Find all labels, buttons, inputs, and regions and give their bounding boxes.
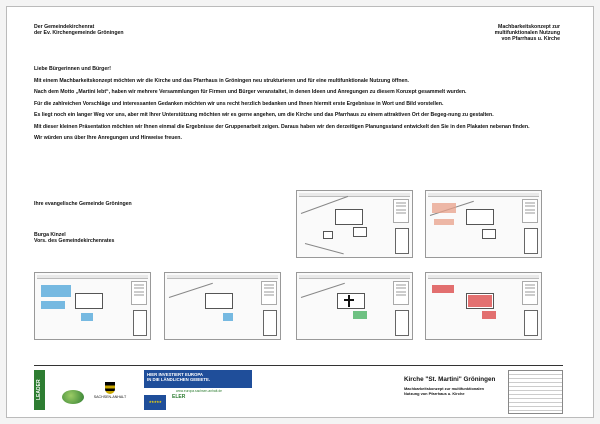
letter-paragraph: Mit einem Machbarkeitskonzept möchten wir die Kirche und das Pfarrhaus in Gröningen neu strukturieren und für eine multifunktionale Nutzung öffnen. — [34, 77, 409, 84]
region-logo — [62, 390, 84, 404]
signature-block — [34, 232, 114, 244]
letter-paragraph: Mit dieser kleinen Präsentation möchten wir Ihnen einmal die Ergebnisse der Gruppenarbeit zeigen. Daraus haben wir den derzeitigen Planungsstand entwickelt den Sie in den Plakaten nebenan finden. — [34, 123, 530, 130]
sender-address — [34, 24, 124, 36]
crest-icon — [105, 382, 115, 394]
sachsen-anhalt-logo — [90, 382, 130, 399]
project-title: Kirche "St. Martini" Gröningen — [404, 376, 496, 383]
letter-paragraph: Wir würden uns über Ihre Anregungen und Hinweise freuen. — [34, 135, 182, 141]
title-line-2: multifunktionalen Nutzung — [494, 30, 560, 37]
leader-logo — [34, 370, 45, 410]
eu-banner-line-2: IN DIE LÄNDLICHEN GEBIETE. — [147, 377, 211, 383]
document-title — [495, 24, 560, 43]
eu-banner — [144, 370, 252, 388]
leader-logo-text: LEADER — [36, 379, 42, 401]
letter-greeting: Liebe Bürgerinnen und Bürger! — [34, 66, 111, 72]
eu-banner-line-1: HIER INVESTIERT EUROPA — [147, 372, 204, 377]
project-subtitle-line-2: Nutzung von Pfarrhaus u. Kirche — [404, 391, 465, 396]
plan-panel — [296, 190, 413, 258]
signatory-role: Vors. des Gemeindekirchenrates — [34, 238, 115, 245]
plan-panel — [164, 272, 281, 340]
signatory-name: Burga Kinzel — [34, 232, 66, 238]
eu-flag-icon: ★★★★★ — [144, 395, 166, 410]
letter-paragraph: Nach dem Motto „Martini lebt“, haben wir mehrere Versammlungen für Firmen und Bürger veranstaltet, in denen Ideen und Anregungen zu diesem Konzept gesammelt wurden. — [34, 89, 467, 95]
letter-paragraph: Für die zahlreichen Vorschläge und interessanten Gedanken möchten wir uns recht herzlich bedanken und Ihnen hiermit erste Ergebnisse in Wort und Bild vorstellen. — [34, 100, 444, 107]
title-line-3: von Pfarrhaus u. Kirche — [501, 36, 560, 43]
state-name: SACHSEN-ANHALT — [93, 395, 127, 399]
project-subtitle-line-1: Machbarkeitskonzept zur multifunktionalen — [404, 386, 484, 391]
plan-panel — [425, 190, 542, 258]
signoff: Ihre evangelische Gemeinde Gröningen — [34, 201, 132, 207]
title-line-1: Machbarkeitskonzept zur — [498, 24, 560, 30]
footer-divider — [34, 365, 563, 366]
eler-logo — [172, 394, 232, 410]
sender-line-1: Der Gemeindekirchenrat — [34, 24, 95, 30]
letter-paragraph: Es liegt noch ein langer Weg vor uns, aber mit Ihrer Unterstützung möchten wir es gerne angehen, um die Kirche und das Pfarrhaus zu einem attraktiven Ort der Begeg-nung zu gestalten. — [34, 112, 494, 118]
letter-body — [34, 66, 559, 147]
plan-panel — [425, 272, 542, 340]
eler-label: ELER — [172, 394, 186, 400]
plan-panel — [296, 272, 413, 340]
plan-panel — [34, 272, 151, 340]
sender-line-2: der Ev. Kirchengemeinde Gröningen — [34, 30, 124, 37]
eu-url: www.europa.sachsen-anhalt.de — [176, 389, 223, 393]
title-stamp-box — [508, 370, 563, 414]
project-info — [404, 376, 504, 396]
project-subtitle — [404, 386, 504, 396]
